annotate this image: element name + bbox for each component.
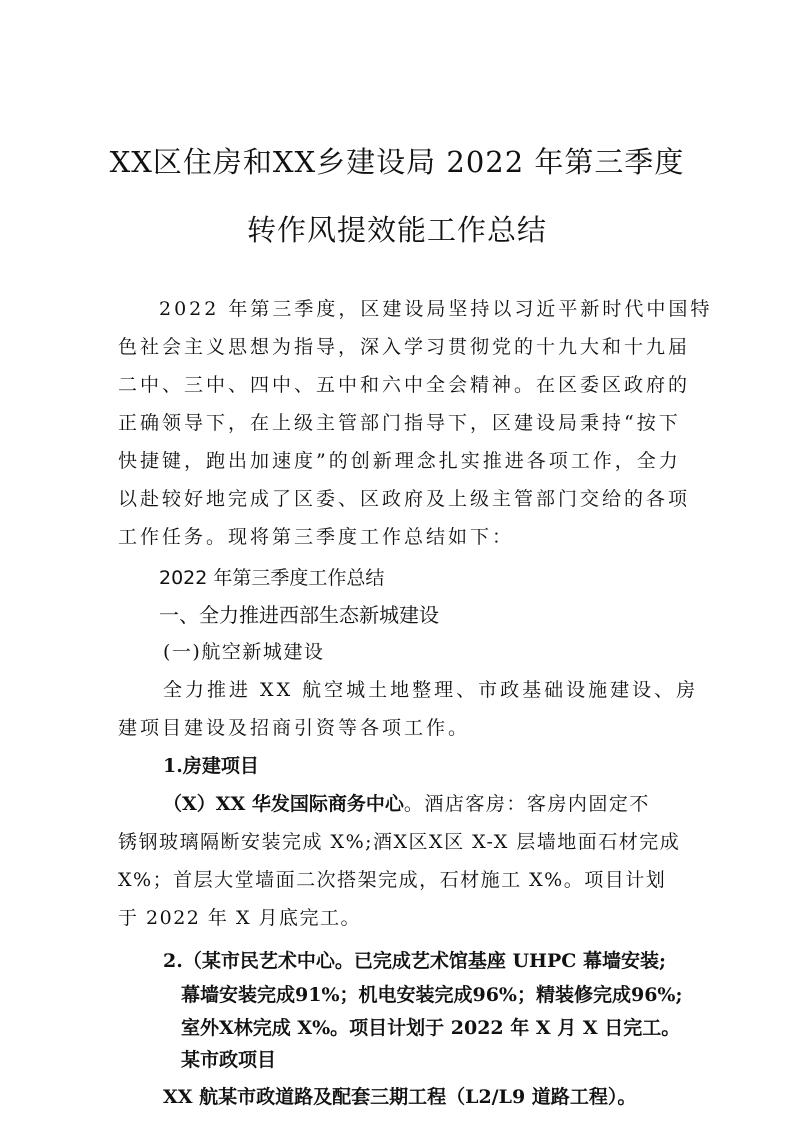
item-1-line-1 [163, 789, 650, 816]
subsection-1-heading: (一)航空新城建设 [163, 641, 325, 663]
intro-line-6: 以赴较好地完成了区委、区政府及上级主管部门交给的各项 [118, 488, 691, 510]
item-1-heading: 1.房建项目 [163, 755, 259, 777]
summary-heading: 2022 年第三季度工作总结 [159, 567, 385, 589]
section-1-heading: 一、全力推进西部生态新城建设 [159, 603, 439, 627]
item-1-line-4: 于 2022 年 X 月底完工。 [118, 907, 362, 929]
subsection-1-body-line-1: 全力推进 XX 航空城土地整理、市政基础设施建设、房 [163, 679, 699, 701]
intro-line-5: 快捷键，跑出加速度”的创新理念扎实推进各项工作，全力 [118, 450, 681, 472]
intro-line-2: 色社会主义思想为指导，深入学习贯彻党的十九大和十九届 [118, 336, 691, 358]
item-1-project-name: （X）XX 华发国际商务中心 [163, 793, 404, 815]
item-1-line-1-text: 。酒店客房：客房内固定不 [403, 793, 650, 815]
item-2-line-3: 室外X林完成 X%。项目计划于 2022 年 X 月 X 日完工。 [181, 1017, 681, 1039]
intro-line-1: 2022 年第三季度，区建设局坚持以习近平新时代中国特 [159, 298, 713, 320]
document-title-line-1: XX区住房和XX乡建设局 2022 年第三季度 [109, 145, 685, 179]
item-2-line-4: 某市政项目 [181, 1049, 277, 1071]
item-1-line-2: 锈钢玻璃隔断安装完成 X%;酒X区X区 X-X 层墙地面石材完成 [118, 831, 681, 853]
intro-line-7: 工作任务。现将第三季度工作总结如下： [118, 526, 515, 548]
item-2-line-1: 2.（某市民艺术中心。已完成艺术馆基座 UHPC 幕墙安装; [163, 950, 667, 972]
item-2-line-2: 幕墙安装完成91%；机电安装完成96%；精装修完成96%; [181, 984, 683, 1006]
item-1-line-3: X%；首层大堂墙面二次搭架完成，石材施工 X%。项目计划 [118, 869, 667, 891]
intro-line-4: 正确领导下，在上级主管部门指导下，区建设局秉持“按下 [118, 412, 681, 434]
subsection-1-body-line-2: 建项目建设及招商引资等各项工作。 [118, 717, 471, 739]
document-title-line-2: 转作风提效能工作总结 [246, 213, 547, 247]
intro-line-3: 二中、三中、四中、五中和六中全会精神。在区委区政府的 [118, 374, 691, 396]
item-3-line-1: XX 航某市政道路及配套三期工程（L2/L9 道路工程）。 [163, 1086, 637, 1108]
